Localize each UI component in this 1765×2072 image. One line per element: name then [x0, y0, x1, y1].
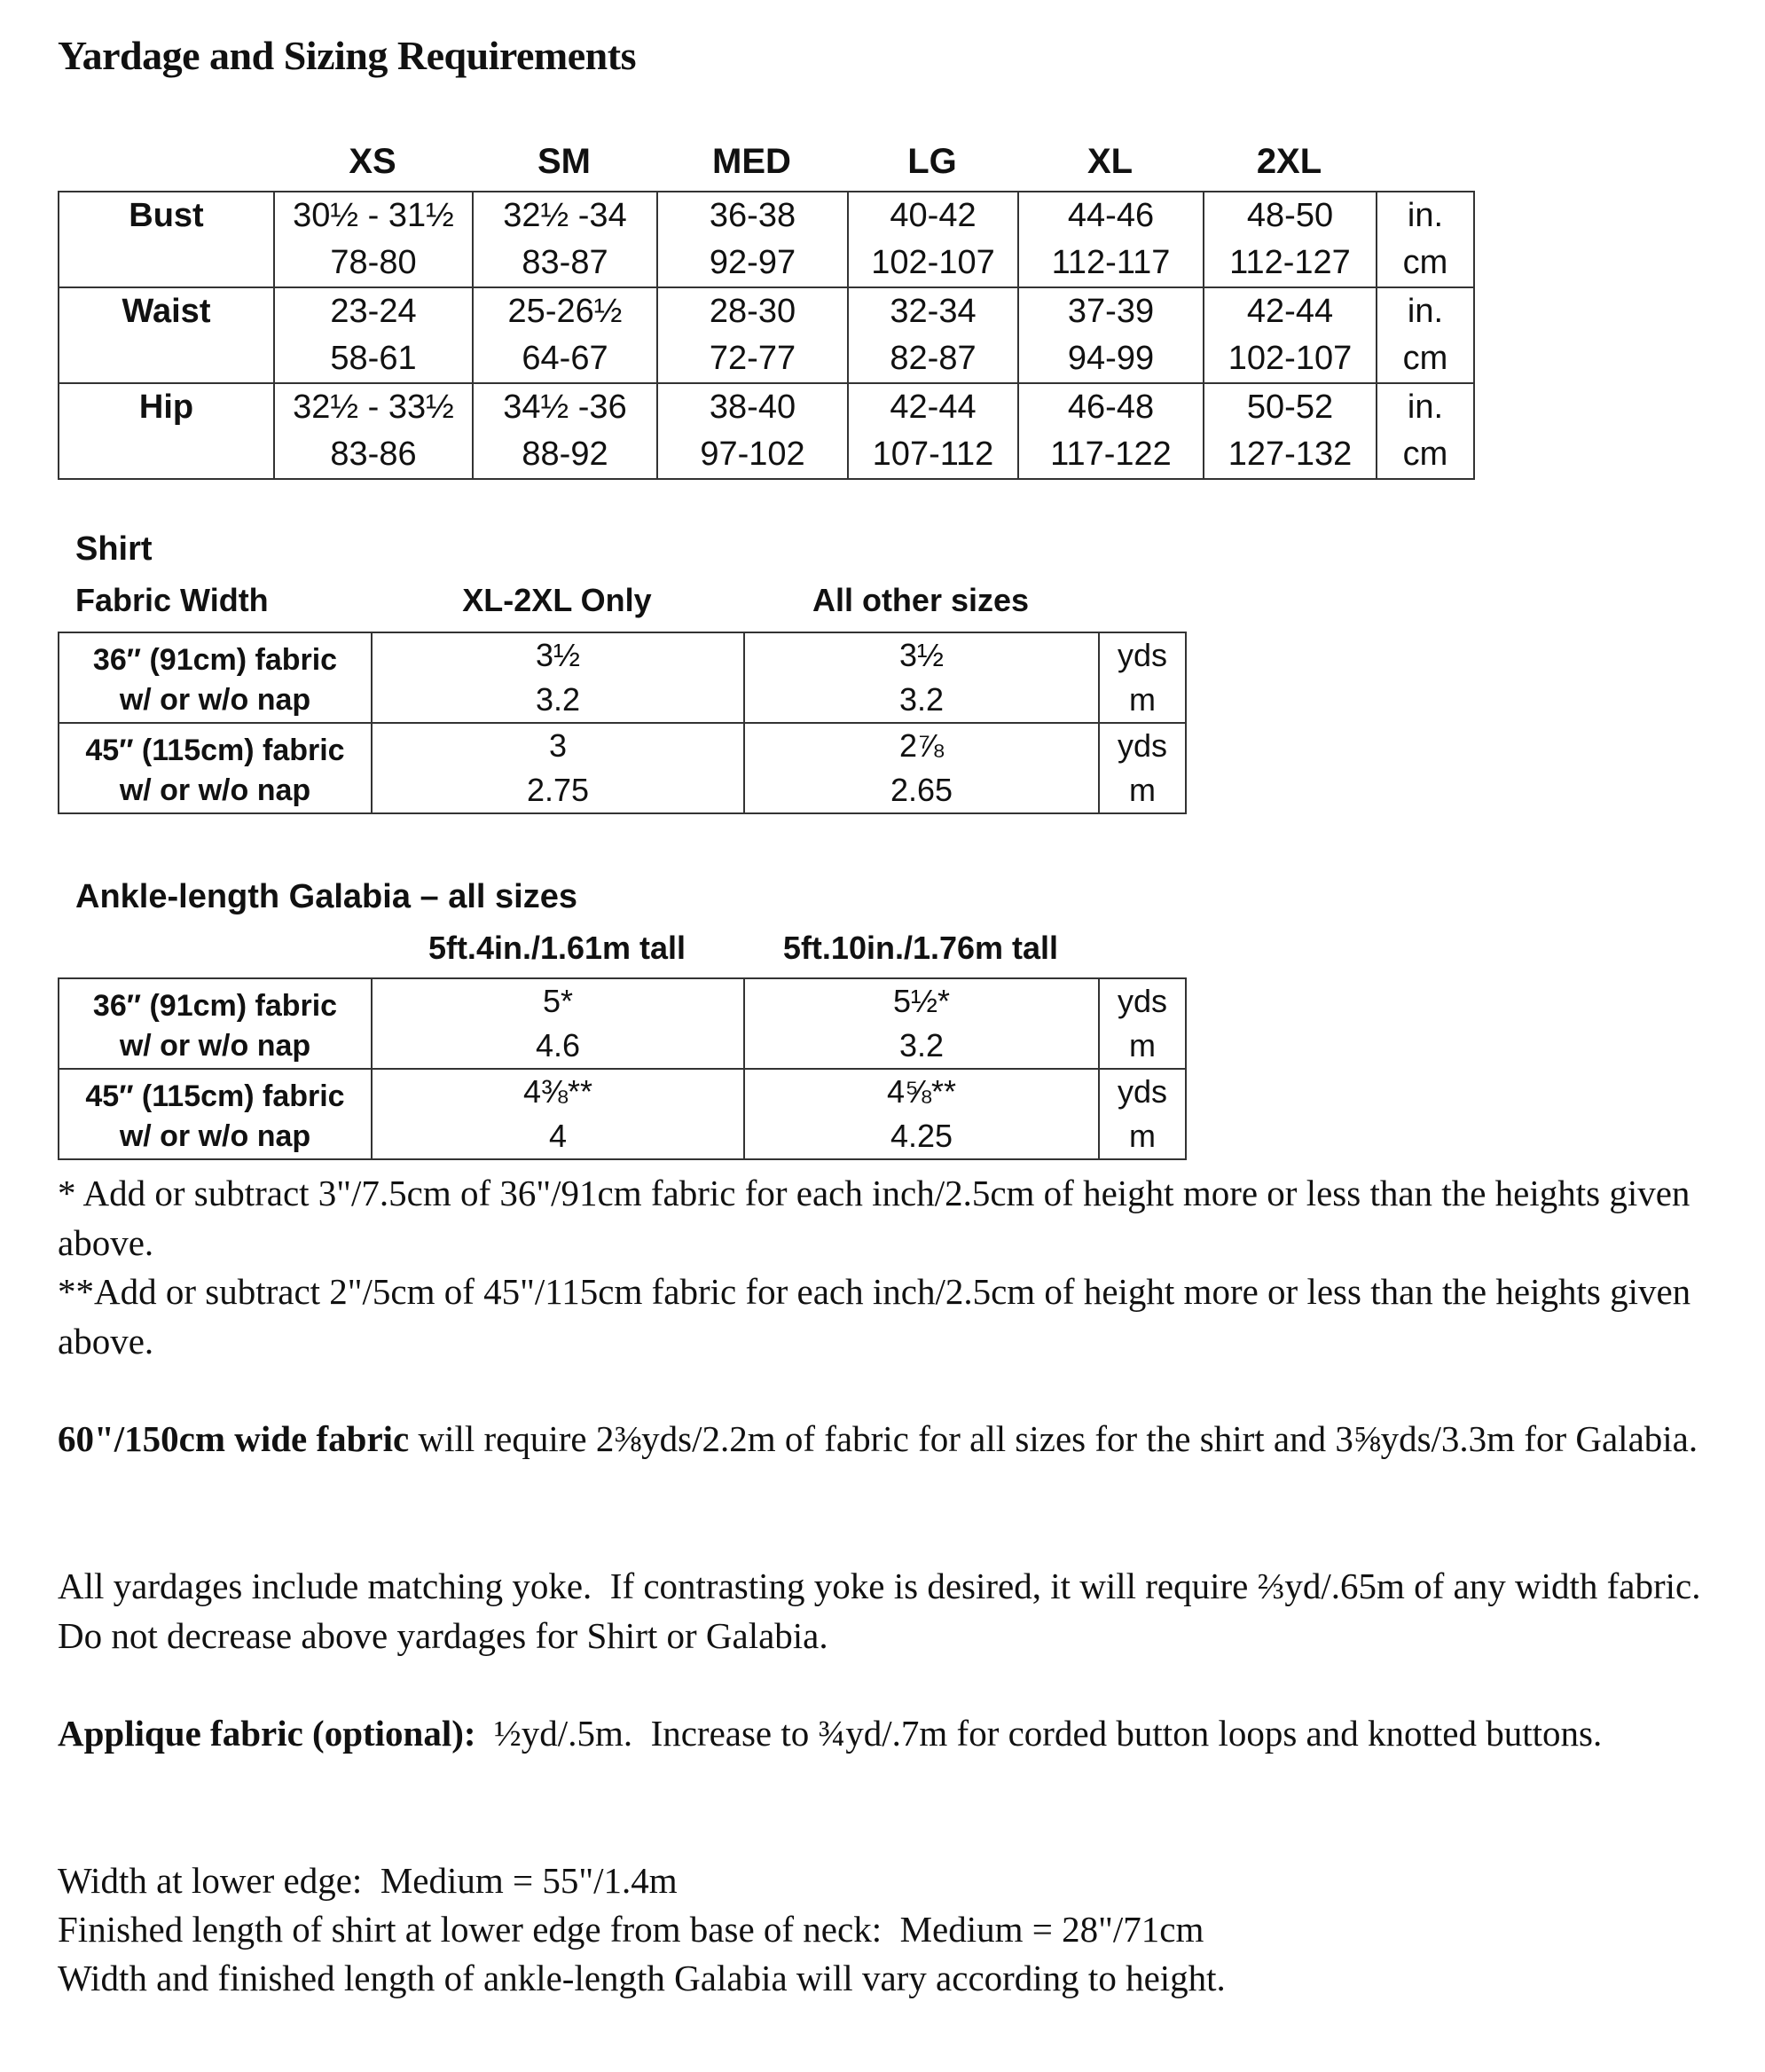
wide-fabric-note [58, 1415, 1743, 1464]
unit-yards: yds [1117, 983, 1168, 1019]
galabia-section-title: Ankle-length Galabia – all sizes [75, 878, 577, 915]
size-cell-xs [274, 383, 473, 479]
fabric-width-label [59, 978, 372, 1069]
nap-text: w/ or w/o nap [119, 773, 311, 807]
size-cell-lg [848, 383, 1018, 479]
fabric-width-label [59, 1069, 372, 1159]
cm-value: 102-107 [871, 244, 995, 281]
yoke-note: All yardages include matching yoke. If contrasting yoke is desired, it will require ⅔yd/.65m of any width fabric. Do not decrease above yardages for Shirt or Galabia. [58, 1566, 1719, 1656]
size-header-lg: LG [907, 142, 957, 181]
yardage-cell [372, 723, 744, 813]
inches-value: 46-48 [1067, 388, 1155, 426]
cm-value: 97-102 [700, 436, 805, 473]
measurement-label-text: Hip [138, 388, 194, 426]
cm-value: 64-67 [522, 340, 608, 377]
cm-value: 58-61 [330, 340, 417, 377]
yards-value: 5* [542, 983, 574, 1019]
inches-value: 37-39 [1067, 293, 1155, 330]
width-lower-edge-note: Width at lower edge: Medium = 55"/1.4m [58, 1860, 678, 1901]
wide-fabric-label: 60"/150cm wide fabric [58, 1418, 410, 1459]
inches-value: 25-26½ [507, 293, 623, 330]
unit-inches: in. [1407, 293, 1444, 330]
size-header-xl: XL [1086, 142, 1134, 181]
size-cell-xl [1018, 192, 1204, 287]
applique-label: Applique fabric (optional): [58, 1713, 476, 1754]
size-cell-xl [1018, 383, 1204, 479]
unit-meters: m [1129, 681, 1156, 718]
size-header-sm: SM [537, 142, 591, 181]
meters-value: 3.2 [898, 1027, 945, 1063]
meters-value: 4 [548, 1118, 568, 1154]
size-cell-xs [274, 192, 473, 287]
meters-value: 4.25 [890, 1118, 953, 1154]
yards-value: 3½ [898, 637, 945, 673]
fabric-width-text: 36″ (91cm) fabric [92, 989, 338, 1023]
inches-value: 34½ -36 [503, 388, 627, 426]
size-cell-med [657, 192, 848, 287]
applique-text: ½yd/.5m. Increase to ¾yd/.7m for corded button loops and knotted buttons. [475, 1713, 1603, 1754]
yardage-cell [372, 632, 744, 723]
fabric-width-text: 36″ (91cm) fabric [92, 643, 338, 677]
yards-value: 3½ [535, 637, 581, 673]
inches-value: 30½ - 31½ [293, 197, 454, 234]
shirt-yardage-table [58, 632, 1187, 814]
shirt-col-header-xl-2xl: XL-2XL Only [462, 582, 652, 618]
unit-meters: m [1129, 1027, 1156, 1063]
nap-text: w/ or w/o nap [119, 683, 311, 717]
inches-value: 32-34 [890, 293, 977, 330]
unit-cm: cm [1402, 436, 1448, 473]
size-cell-xs [274, 287, 473, 383]
cm-value: 112-117 [1051, 244, 1171, 281]
cm-value: 107-112 [872, 436, 994, 473]
yardage-cell [372, 1069, 744, 1159]
inches-value: 40-42 [890, 197, 977, 234]
fabric-width-label [59, 723, 372, 813]
size-cell-2xl [1204, 192, 1377, 287]
inches-value: 23-24 [330, 293, 417, 330]
cm-value: 92-97 [709, 244, 796, 281]
galabia-vary-note: Width and finished length of ankle-length Galabia will vary according to height. [58, 1958, 1226, 1998]
size-cell-med [657, 287, 848, 383]
cm-value: 78-80 [330, 244, 417, 281]
unit-cell [1099, 978, 1186, 1069]
cm-value: 117-122 [1050, 436, 1172, 473]
fabric-width-label [59, 632, 372, 723]
yardage-row [59, 978, 1186, 1069]
inches-value: 48-50 [1246, 197, 1334, 234]
fabric-width-text: 45″ (115cm) fabric [85, 734, 345, 767]
inches-value: 28-30 [709, 293, 796, 330]
unit-inches: in. [1407, 197, 1444, 234]
measurement-label [59, 192, 274, 287]
unit-cell [1099, 723, 1186, 813]
fabric-width-text: 45″ (115cm) fabric [85, 1079, 345, 1113]
size-header-2xl: 2XL [1256, 142, 1322, 181]
measurement-label [59, 287, 274, 383]
meters-value: 4.6 [535, 1027, 581, 1063]
cm-value: 94-99 [1067, 340, 1155, 377]
inches-value: 44-46 [1067, 197, 1155, 234]
yards-value: 5½* [892, 983, 951, 1019]
unit-cm: cm [1402, 244, 1448, 281]
footnote-45in: **Add or subtract 2"/5cm of 45"/115cm fabric for each inch/2.5cm of height more or less than the heights given above. [58, 1271, 1691, 1362]
yardage-row [59, 1069, 1186, 1159]
size-cell-med [657, 383, 848, 479]
yardage-cell [744, 978, 1099, 1069]
shirt-col-header-other-sizes: All other sizes [812, 582, 1030, 618]
unit-yards: yds [1117, 637, 1168, 673]
size-table [58, 191, 1475, 480]
cm-value: 112-127 [1229, 244, 1351, 281]
size-cell-xl [1018, 287, 1204, 383]
yardage-cell [372, 978, 744, 1069]
applique-note [58, 1709, 1743, 1759]
cm-value: 102-107 [1228, 340, 1353, 377]
size-cell-sm [473, 383, 657, 479]
shirt-section-title: Shirt [75, 530, 153, 568]
unit-inches: in. [1407, 388, 1444, 426]
measurement-label [59, 383, 274, 479]
shirt-col-header-fabric-width: Fabric Width [75, 582, 269, 618]
size-header-med: MED [712, 142, 791, 181]
finished-length-note: Finished length of shirt at lower edge from base of neck: Medium = 28"/71cm [58, 1909, 1204, 1950]
unit-cell [1099, 632, 1186, 723]
meters-value: 2.75 [526, 772, 590, 808]
yards-value: 4⅝** [886, 1073, 957, 1110]
unit-yards: yds [1117, 727, 1168, 764]
meters-value: 3.2 [535, 681, 581, 718]
measurement-label-text: Waist [122, 293, 211, 330]
size-header-xs: XS [349, 142, 396, 181]
unit-meters: m [1129, 772, 1156, 808]
size-cell-sm [473, 192, 657, 287]
size-cell-lg [848, 287, 1018, 383]
size-table-row [59, 287, 1474, 383]
unit-cell [1377, 287, 1474, 383]
yards-value: 2⅞ [898, 727, 945, 764]
inches-value: 36-38 [709, 197, 796, 234]
unit-cell [1377, 383, 1474, 479]
yards-value: 4⅜** [522, 1073, 593, 1110]
cm-value: 82-87 [890, 340, 977, 377]
yardage-cell [744, 1069, 1099, 1159]
size-cell-2xl [1204, 287, 1377, 383]
galabia-col-header-tall: 5ft.10in./1.76m tall [782, 930, 1059, 966]
yardage-cell [744, 632, 1099, 723]
page-title: Yardage and Sizing Requirements [58, 33, 636, 78]
size-table-row [59, 383, 1474, 479]
size-table-row [59, 192, 1474, 287]
wide-fabric-text: will require 2⅜yds/2.2m of fabric for all sizes for the shirt and 3⅝yds/3.3m for Galabia. [409, 1418, 1698, 1459]
yards-value: 3 [548, 727, 568, 764]
size-cell-sm [473, 287, 657, 383]
unit-cm: cm [1402, 340, 1448, 377]
cm-value: 83-86 [330, 436, 417, 473]
inches-value: 38-40 [709, 388, 796, 426]
size-cell-2xl [1204, 383, 1377, 479]
galabia-yardage-table [58, 977, 1187, 1160]
inches-value: 42-44 [1246, 293, 1334, 330]
meters-value: 3.2 [898, 681, 945, 718]
inches-value: 50-52 [1246, 388, 1334, 426]
inches-value: 32½ -34 [503, 197, 627, 234]
nap-text: w/ or w/o nap [119, 1119, 311, 1153]
cm-value: 72-77 [709, 340, 796, 377]
cm-value: 127-132 [1228, 436, 1353, 473]
inches-value: 32½ - 33½ [293, 388, 454, 426]
inches-value: 42-44 [890, 388, 977, 426]
galabia-col-header-short: 5ft.4in./1.61m tall [428, 930, 686, 966]
cm-value: 88-92 [522, 436, 608, 473]
yardage-row [59, 723, 1186, 813]
cm-value: 83-87 [522, 244, 608, 281]
yardage-cell [744, 723, 1099, 813]
meters-value: 2.65 [890, 772, 953, 808]
unit-cell [1099, 1069, 1186, 1159]
nap-text: w/ or w/o nap [119, 1029, 311, 1063]
unit-meters: m [1129, 1118, 1156, 1154]
unit-cell [1377, 192, 1474, 287]
yardage-row [59, 632, 1186, 723]
measurement-label-text: Bust [129, 197, 204, 234]
size-cell-lg [848, 192, 1018, 287]
footnote-36in: * Add or subtract 3"/7.5cm of 36"/91cm fabric for each inch/2.5cm of height more or less than the heights given above. [58, 1173, 1690, 1263]
unit-yards: yds [1117, 1073, 1168, 1110]
